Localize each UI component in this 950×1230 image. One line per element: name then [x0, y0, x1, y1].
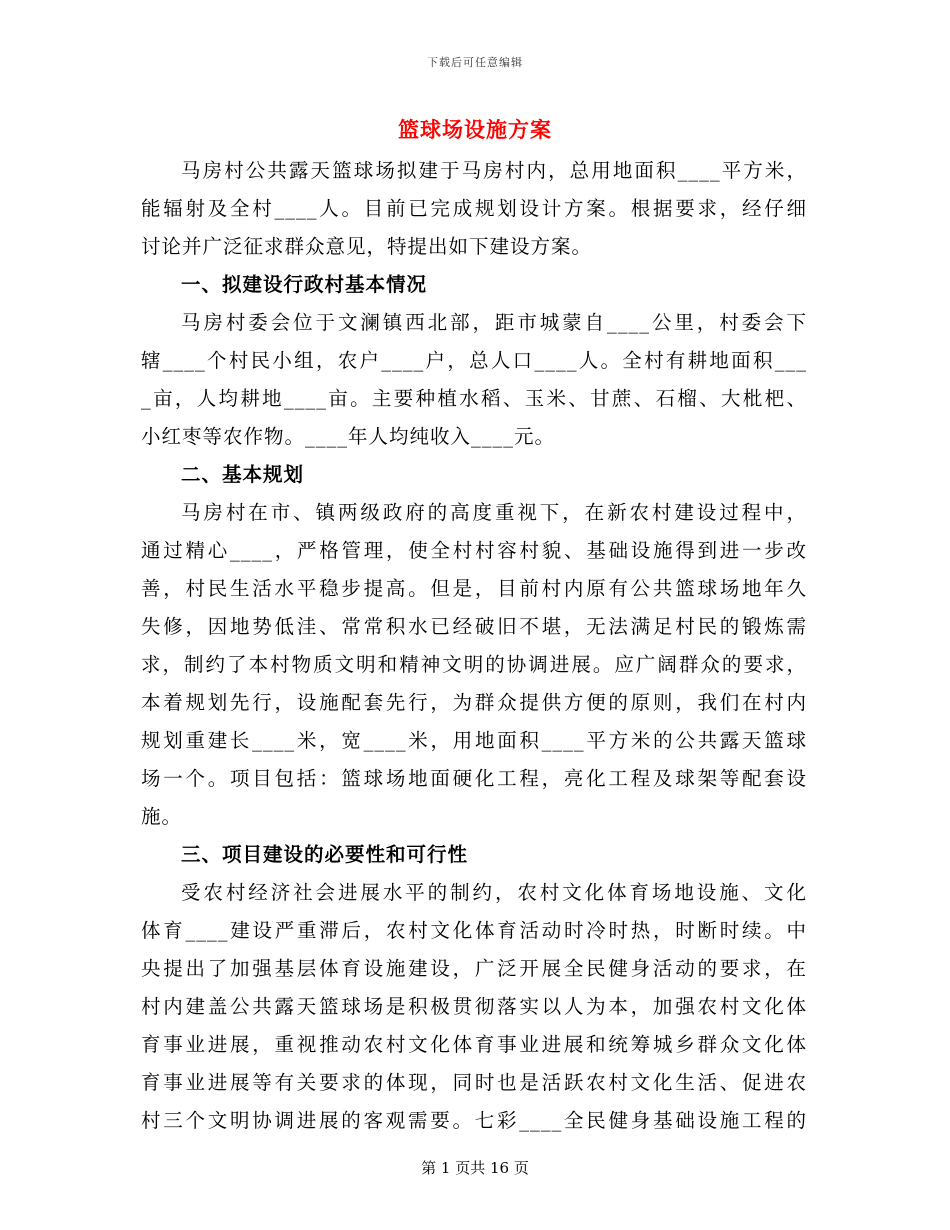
paragraph-line: 体育____建设严重滞后，农村文化体育活动时冷时热，时断时续。中: [141, 919, 807, 942]
paragraph-line: 求，制约了本村物质文明和精神文明的协调进展。应广阔群众的要求，: [141, 653, 807, 676]
section-heading: 一、拟建设行政村基本情况: [181, 273, 428, 296]
paragraph-line: 讨论并广泛征求群众意见，特提出如下建设方案。: [141, 235, 593, 258]
paragraph-line: 马房村委会位于文澜镇西北部，距市城蒙自____公里，村委会下: [181, 311, 807, 334]
paragraph-line: 辖____个村民小组，农户____户，总人口____人。全村有耕地面积___: [141, 349, 807, 372]
section-heading: 三、项目建设的必要性和可行性: [181, 843, 469, 866]
paragraph-line: 失修，因地势低洼、常常积水已经破旧不堪，无法满足村民的锻炼需: [141, 615, 807, 638]
document-body: [141, 152, 807, 1140]
page-header-note: 下载后可任意编辑: [427, 56, 523, 69]
paragraph-line: 规划重建长____米，宽____米，用地面积____平方米的公共露天篮球: [141, 729, 807, 752]
paragraph-line: 场一个。项目包括：篮球场地面硬化工程，亮化工程及球架等配套设: [141, 767, 807, 790]
paragraph-line: 马房村在市、镇两级政府的高度重视下，在新农村建设过程中，: [181, 501, 807, 524]
section-heading: 二、基本规划: [181, 463, 305, 486]
document-title: 篮球场设施方案: [398, 117, 552, 142]
paragraph-line: 善，村民生活水平稳步提高。但是，目前村内原有公共篮球场地年久: [141, 577, 807, 600]
paragraph-line: 育事业进展等有关要求的体现，同时也是活跃农村文化生活、促进农: [141, 1071, 807, 1094]
paragraph-line: 育事业进展，重视推动农村文化体育事业进展和统筹城乡群众文化体: [141, 1033, 807, 1056]
paragraph-line: 施。: [141, 805, 183, 828]
paragraph-line: 村内建盖公共露天篮球场是积极贯彻落实以人为本，加强农村文化体: [141, 995, 807, 1018]
page-number: 第 1 页共 16 页: [421, 1159, 529, 1177]
paragraph-line: 马房村公共露天篮球场拟建于马房村内，总用地面积____平方米，: [181, 159, 807, 182]
paragraph-line: 通过精心____，严格管理，使全村村容村貌、基础设施得到进一步改: [141, 539, 807, 562]
paragraph-line: _亩，人均耕地____亩。主要种植水稻、玉米、甘蔗、石榴、大枇杷、: [141, 387, 807, 410]
paragraph-line: 本着规划先行，设施配套先行，为群众提供方便的原则，我们在村内: [141, 691, 807, 714]
paragraph-line: 村三个文明协调进展的客观需要。七彩____全民健身基础设施工程的: [141, 1109, 807, 1132]
paragraph-line: 能辐射及全村____人。目前已完成规划设计方案。根据要求，经仔细: [141, 197, 807, 220]
paragraph-line: 受农村经济社会进展水平的制约，农村文化体育场地设施、文化: [181, 881, 807, 904]
paragraph-line: 央提出了加强基层体育设施建设，广泛开展全民健身活动的要求，在: [141, 957, 807, 980]
paragraph-line: 小红枣等农作物。____年人均纯收入____元。: [141, 425, 556, 448]
